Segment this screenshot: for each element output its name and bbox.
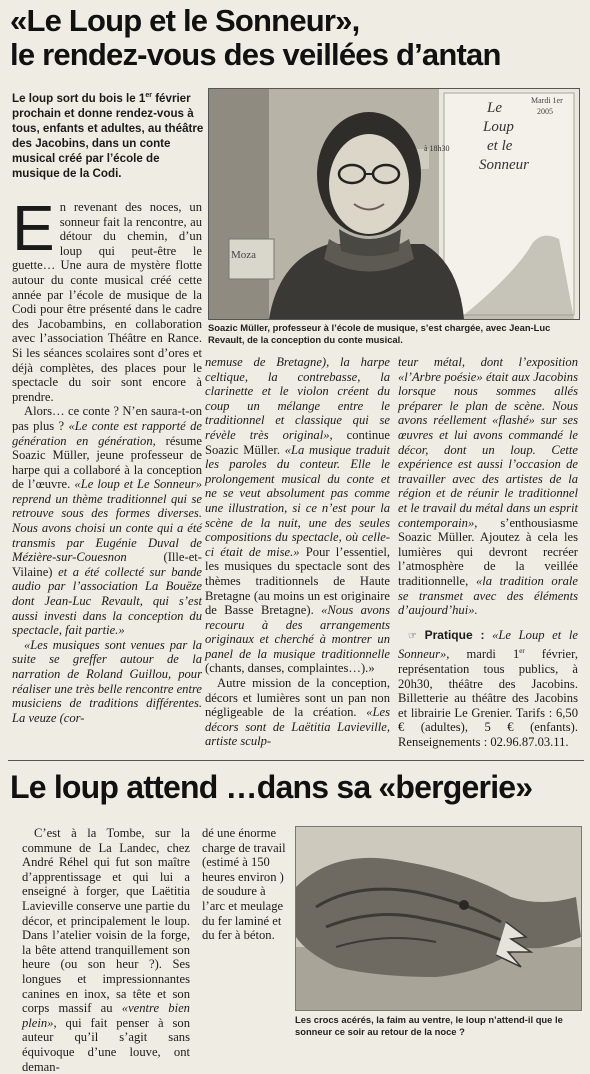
date-note-line-2: 2005: [537, 107, 553, 116]
practical-sup: er: [519, 647, 525, 656]
col1-p3: «Les musiques sont venues par la suite se greffer autour de la narration de Roland Guillou, pour réaliser une très belle rencontre entre musiciens de traditions différentes. La veuze (cor-: [12, 637, 202, 725]
wolf-sculpture-drawing: [296, 827, 581, 1010]
wolf-photo-caption: Les crocs acérés, la faim au ventre, le loup n’attend-il que le sonneur ce soir au retour de la noce ?: [295, 1014, 563, 1037]
practical-details: février, représentation tous publics, à 20h30, théâtre des Jacobins. Billetterie au théâtre des Jacobins et librairie Le Grenier. Tarifs : 6,50 € (adultes), 5 € (enfants). Renseignements : 02.96.87.03.11.: [398, 647, 578, 750]
col2-p1-a: nemuse de Bretagne), la harpe celtique, la contrebasse, la clarinette et le violon créent du coup un mélange entre le traditionnel et classique qui se révèle très original»,: [205, 355, 390, 442]
col4-c: , qui fait penser à son auteur qu’il s’agit sans équivoque d’une louve, ont deman-: [22, 1015, 190, 1074]
col2-p1-e: «Nous avons recouru à des arrangements originaux et cherché à montrer un panel de la musique traditionnelle: [205, 603, 390, 661]
col1-p2-c: résume Soazic Müller, jeune professeur de harpe qui a collaboré à la conception de l’œuvre.: [12, 433, 202, 492]
col2-p1-f: (chants, danses, complaintes…).»: [205, 661, 375, 676]
practical-label: Pratique :: [424, 627, 485, 642]
col1-paragraph-1: [12, 192, 202, 404]
col3-p1-a: teur métal, dont l’exposition «l’Arbre poésie» était aux Jacobins lorsque nous sommes allés préparer le plan de scène. Nous avons réellement «flashé» sur ses œuvres et lui avons commandé le décor, dont un loup. Cette expérience est aussi l’occasion de travailler avec des artistes de la région et de réunir le traditionnel et le travail du métal dans un esprit contemporain»,: [398, 355, 578, 530]
practical-info: [398, 628, 578, 750]
col2-paragraph-2: [205, 676, 390, 749]
date-note-line-1: Mardi 1er: [531, 96, 563, 105]
practical-title: «Le Loup et le Sonneur»,: [398, 627, 579, 662]
section-divider: [8, 760, 584, 761]
article2-paragraph: [22, 826, 190, 1074]
lead-superscript: er: [145, 92, 152, 99]
article-column-1: [12, 192, 202, 725]
col2-p2-a: Autre mission de la conception, décors et lumières sont un pan non négligeable de la création.: [205, 676, 390, 720]
col1-paragraph-3: [12, 638, 202, 726]
photo-date-note: [531, 95, 563, 117]
col2-p2-b: «Les décors sont de Laëtitia Lavieville, artiste sculp-: [205, 705, 390, 749]
article2-column-2: dé une énorme charge de travail (estimé à 150 heures environ ) de soudure à l’arc et meulage du fer laminé et du fer à béton.: [202, 826, 286, 943]
col1-paragraph-2: [12, 404, 202, 638]
lead-paragraph: [12, 88, 204, 181]
teacher-photo: [208, 88, 580, 320]
sign-line-3: et le: [487, 138, 513, 154]
col2-p1-c: «La musique traduit les paroles du conteur. Elle le prolongement musical du conte et ne se veut absolument pas comme une illustration, si ce n’est pour la scène de la nuit, une des seules compositions du spectacle, où celle-ci était de mise.»: [205, 442, 390, 559]
col2-paragraph-1: [205, 355, 390, 676]
col2-p1-d: Pour l’essentiel, les musiques du spectacle sont des thèmes traditionnels de Haute Bretagne (au moins un est originaire de Basse Bretagne).: [205, 544, 391, 618]
wolf-sculpture-photo: [295, 826, 582, 1011]
col4-b: «ventre bien plein»: [22, 1001, 190, 1030]
photo-mozart-text: Moza: [231, 249, 257, 261]
headline: [10, 4, 585, 72]
col4-a: C’est à la Tombe, sur la commune de La Landec, chez André Réhel qui fut son maître d’apprentissage et qui lui a enseigné à forger, que Laëtitia Lavieville conserve une partie du décor, et principalement le loup. Dans l’atelier voisin de la forge, la bête attend tranquillement son heure (ou son heur ?). Ses longues et impressionnantes canines en inox, sa tête et son corps massif au: [22, 826, 190, 1016]
col1-p2-b: «Le conte est rapporté de génération en génération,: [12, 418, 202, 448]
photo-caption: Soazic Müller, professeur à l’école de musique, s’est chargée, avec Jean-Luc Revault, de la conception du conte musical.: [208, 322, 551, 345]
practical-date: mardi 1: [449, 647, 520, 662]
article2-column-1: [22, 826, 190, 1074]
col1-p2-e: (Ille-et-Vilaine): [12, 550, 202, 579]
headline-line-1: «Le Loup et le Sonneur»,: [10, 3, 360, 38]
sign-line-2: Loup: [483, 119, 514, 135]
col3-p1-b: s’enthousiasme Soazic Müller. Ajoutez à cela les lumières qui devront recréer l’atmosphère de la veillée traditionnelle,: [398, 515, 578, 588]
col1-p1-text: n revenant des noces, un sonneur fait la rencontre, au détour du chemin, d’un loup qui peut-être le guette… Une aura de mystère flotte autour du conte musical créé cette année par l’école de musique de la Codi pour être présenté dans le cadre des Jacobambins, en collaboration avec l’association Théâtre en Rance. Si les séances scolaires sont d’ores et déjà complètes, des places pour le spectacle du soir sont encore à prendre.: [12, 200, 202, 404]
col2-p1-b: continue Soazic Müller.: [205, 427, 391, 457]
drop-cap: E: [12, 192, 55, 264]
article-column-2: [205, 355, 391, 749]
pointing-hand-icon: ☞: [408, 630, 417, 642]
col3-p1-c: «la tradition orale se transmet avec des éléments d’aujourd’hui».: [398, 573, 578, 618]
headline-line-2: le rendez-vous des veillées d’antan: [10, 37, 501, 72]
col1-p2-a: Alors… ce conte ? N’en saura-t-on pas plus ?: [12, 404, 202, 433]
second-headline: Le loup attend …dans sa «bergerie»: [10, 769, 533, 805]
sign-line-1: Le: [487, 100, 502, 116]
col1-p2-d: «Le loup et Le Sonneur» reprend un thème traditionnel qui se retrouve sous des formes diverses. Nous avons choisi un conte qui a été transmis par Eugénie Duval de Mézière-sur-Couesnon: [12, 477, 202, 565]
sign-line-4: Sonneur: [479, 157, 529, 173]
article-column-3: [398, 355, 579, 750]
photo-hour-note: à 18h30: [424, 144, 450, 153]
col3-paragraph-1: [398, 355, 578, 618]
col1-p2-f: et a été collecté sur bande audio par l’association La Bouëze dont Jean-Luc Revault, qui s’est aussi investi dans la conception du spectacle, fait partie.»: [12, 564, 202, 638]
lead-text-end: février prochain et donne rendez-vous à tous, enfants et adultes, au théâtre des Jacobins, dans un conte musical créé par l’école de musique de la Codi.: [12, 91, 204, 180]
lead-text-start: Le loup sort du bois le 1: [12, 91, 146, 105]
